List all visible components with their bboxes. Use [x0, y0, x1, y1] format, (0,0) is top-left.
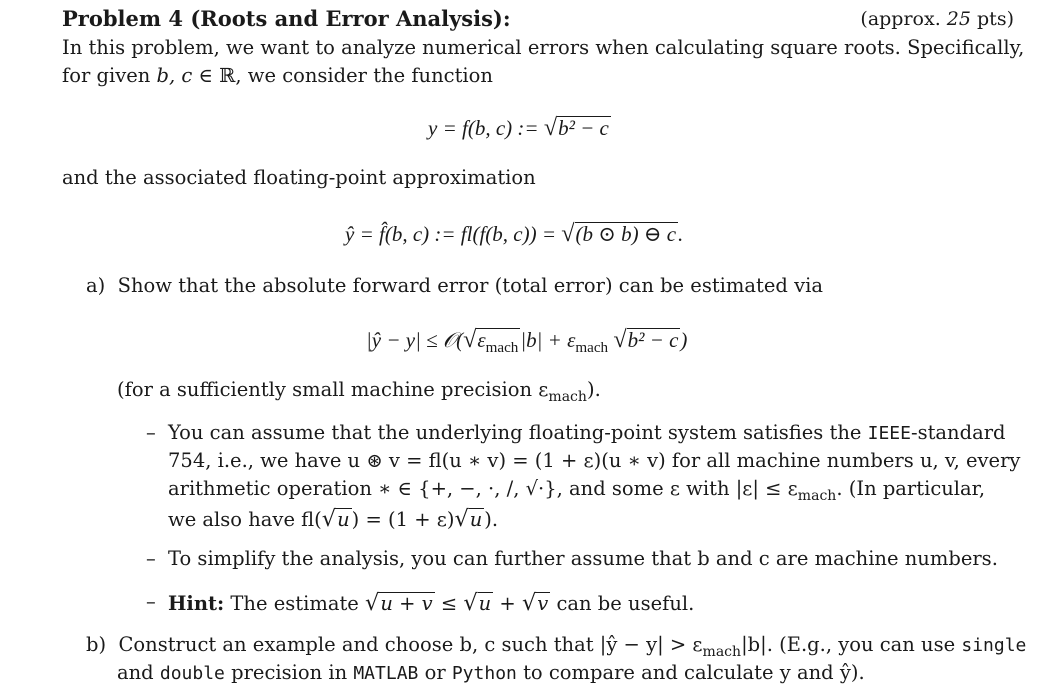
bullet-3-hint: Hint: The estimate √u + v ≤ √u + √v can be useful. — [168, 590, 695, 616]
bullet-dash: – — [146, 547, 156, 570]
intro-line-2: for given b, c ∈ ℝ, we consider the function — [62, 64, 493, 87]
bullet-dash: – — [146, 421, 156, 444]
equation-function: y = f(b, c) := √b² − c — [428, 114, 609, 141]
points-label: (approx. 25 pts) — [860, 8, 1014, 30]
problem-title: Problem 4 (Roots and Error Analysis): — [62, 6, 511, 31]
equation-approximation: ŷ = f̂(b, c) := fl(f(b, c)) = √(b ⊙ b) ⊖ c. — [345, 220, 684, 247]
part-b-line-2: and double precision in MATLAB or Python to compare and calculate y and ŷ). — [117, 661, 865, 684]
intro-line-1: In this problem, we want to analyze numerical errors when calculating square roots. Specifically, — [62, 36, 1025, 59]
machine-precision-note: (for a sufficiently small machine precision $\varepsilon_{mach}$). — [117, 378, 601, 405]
bullet-1-line-1: You can assume that the underlying floating-point system satisfies the IEEE-standard — [168, 421, 1006, 444]
bullet-1-line-3: arithmetic operation ∗ ∈ {+, −, ·, /, √·}, and some ε with $|\varepsilon| \le \varepsilon_{mach}$. (In particular, — [168, 477, 986, 504]
bullet-1-line-2: 754, i.e., we have u ⊛ v = fl(u ∗ v) = (1 + ε)(u ∗ v) for all machine numbers u, v, every — [168, 449, 1021, 472]
equation-error-estimate: |ŷ − $y| \le 𝒪(√\varepsilon_{mach}|b| + \varepsilon_{mach}$ √b² − c) — [366, 326, 688, 357]
part-b-line-1: b) Construct an example and choose b, c such that |ŷ − $y| > \varepsilon_{mach}|b|$. (E.g., you can use single — [86, 633, 1027, 660]
text-floating-point: and the associated floating-point approximation — [62, 166, 536, 189]
bullet-2: To simplify the analysis, you can further assume that b and c are machine numbers. — [168, 547, 998, 570]
part-a: a) Show that the absolute forward error (total error) can be estimated via — [86, 274, 823, 297]
bullet-dash: – — [146, 590, 156, 613]
bullet-1-line-4: we also have fl(√u ) = (1 + ε)√u ). — [168, 506, 499, 532]
